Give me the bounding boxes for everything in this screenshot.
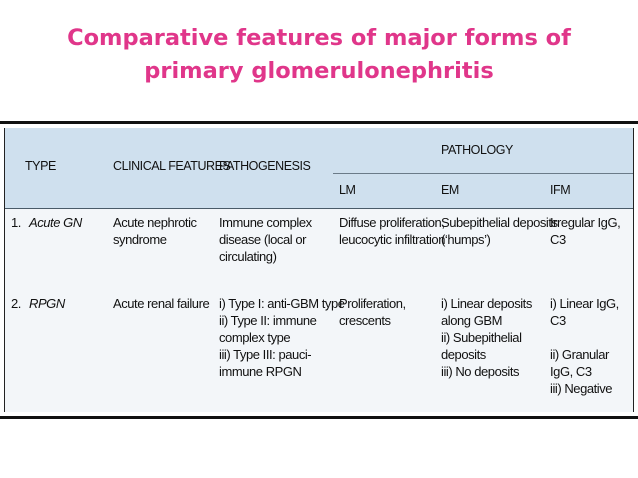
row-2-clinical: Acute renal failure — [113, 296, 210, 311]
row-1-ifm: Irregular IgG, C3 — [550, 215, 621, 247]
header-lm: LM — [339, 183, 356, 197]
row-1-clinical: Acute nephrotic syndrome — [113, 215, 197, 247]
row-2-ifm: i) Linear IgG, C3 ii) Granular IgG, C3 iii) Negative — [550, 296, 619, 396]
header-em: EM — [441, 183, 459, 197]
features-table — [0, 121, 638, 419]
title-line-1: Comparative features of major forms of — [67, 25, 571, 51]
row-1-em: Subepithelial deposits (‘humps’) — [441, 215, 558, 247]
row-2-number: 2. — [11, 296, 21, 311]
header-pathology: PATHOLOGY — [441, 143, 513, 157]
header-pathogenesis: PATHOGENESIS — [219, 159, 311, 173]
title-line-2: primary glomerulonephritis — [144, 58, 494, 84]
row-2-pathogenesis: i) Type I: anti-GBM type ii) Type II: immune complex type iii) Type III: pauci- immune RPGN — [219, 296, 345, 379]
header-type: TYPE — [25, 159, 56, 173]
slide-title — [0, 22, 638, 88]
table-body — [4, 128, 634, 412]
row-2-type: RPGN — [29, 296, 65, 311]
table-header — [5, 128, 633, 209]
row-1-pathogenesis: Immune complex disease (local or circulating) — [219, 215, 312, 264]
row-1-type: Acute GN — [29, 215, 82, 230]
row-1-number: 1. — [11, 215, 21, 230]
row-2-em: i) Linear deposits along GBM ii) Subepithelial deposits iii) No deposits — [441, 296, 532, 379]
row-2-lm: Proliferation, crescents — [339, 296, 406, 328]
row-1-lm: Diffuse proliferation, leucocytic infiltration — [339, 215, 445, 247]
header-clinical-features: CLINICAL FEATURES — [113, 159, 231, 173]
pathology-divider — [333, 173, 633, 174]
header-ifm: IFM — [550, 183, 571, 197]
